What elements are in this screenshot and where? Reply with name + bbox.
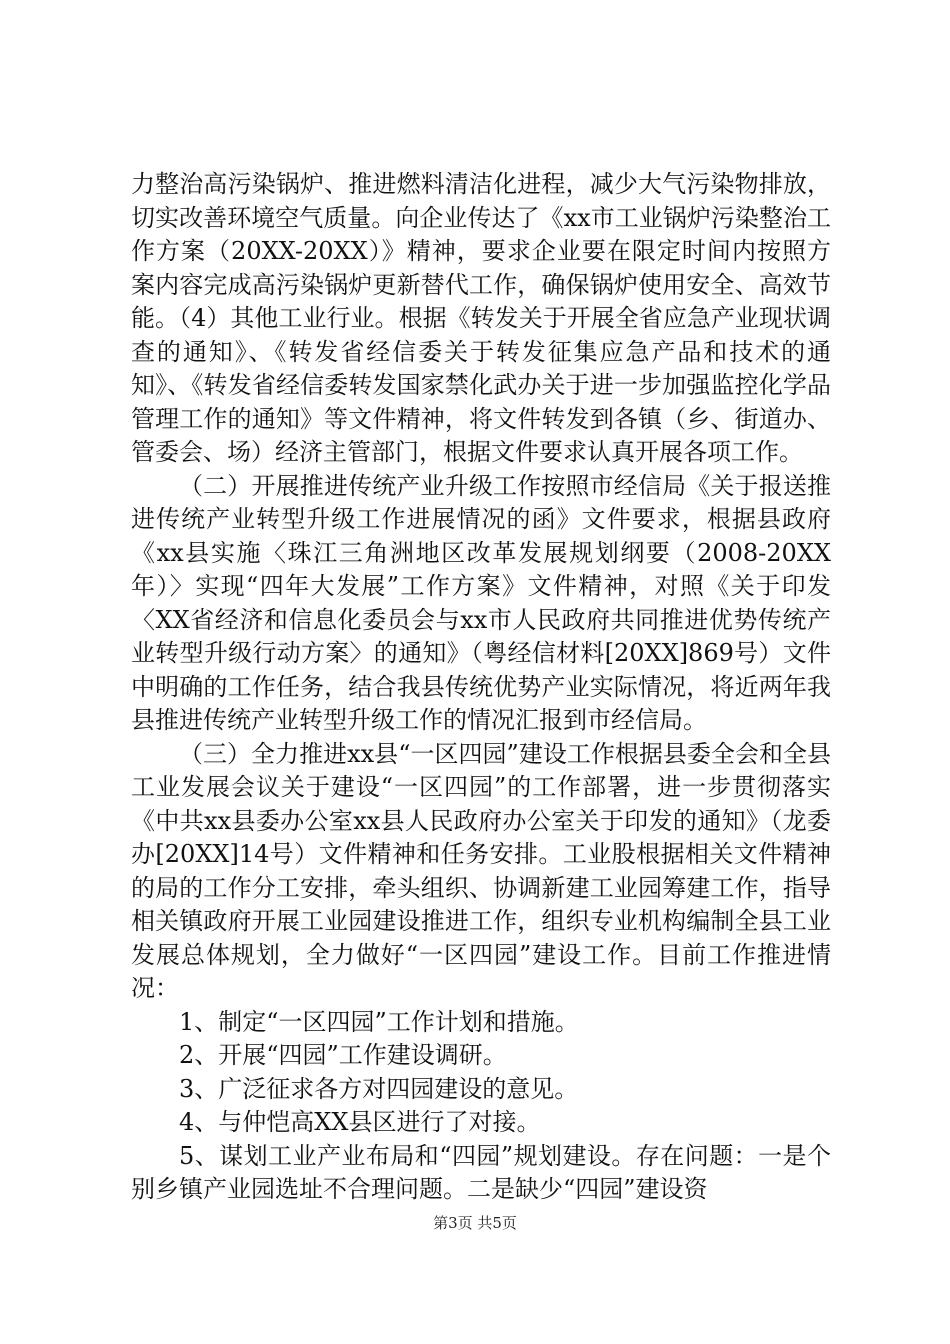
list-item-2: 2、开展“四园”工作建设调研。: [179, 1041, 507, 1069]
list-item-4: 4、与仲恺高XX县区进行了对接。: [179, 1108, 541, 1136]
page-number-footer: 第3页 共5页: [433, 1214, 517, 1232]
list-item-5: 5、谋划工业产业布局和“四园”规划建设。存在问题：一是个别乡镇产业园选址不合理问题。二是缺少“四园”建设资: [131, 1141, 831, 1203]
list-item-1: 1、制定“一区四园”工作计划和措施。: [179, 1007, 579, 1036]
list-item-3: 3、广泛征求各方对四园建设的意见。: [179, 1074, 579, 1103]
paragraph-section-2: （二）开展推进传统产业升级工作按照市经信局《关于报送推进传统产业转型升级工作进展情况的函》文件要求，根据县政府《xx县实施〈珠江三角洲地区改革发展规划纲要（2008-20XX年）〉实现“四年大发展”工作方案》文件精神，对照《关于印发〈XX省经济和信息化委员会与xx市人民政府共同推进优势传统产业转型升级行动方案〉的通知》（粤经信材料[20XX]869号）文件中明确的工作任务，结合我县传统优势产业实际情况，将近两年我县推进传统产业转型升级工作的情况汇报到市经信局。: [131, 471, 831, 734]
document-body: [131, 168, 831, 1207]
paragraph-continuation: 力整治高污染锅炉、推进燃料清洁化进程，减少大气污染物排放，切实改善环境空气质量。向企业传达了《xx市工业锅炉污染整治工作方案（20XX-20XX）》精神，要求企业要在限定时间内按照方案内容完成高污染锅炉更新替代工作，确保锅炉使用安全、高效节能。（4）其他工业行业。根据《转发关于开展全省应急产业现状调查的通知》、《转发省经信委关于转发征集应急产品和技术的通知》、《转发省经信委转发国家禁化武办关于进一步加强监控化学品管理工作的通知》等文件精神，将文件转发到各镇（乡、街道办、管委会、场）经济主管部门，根据文件要求认真开展各项工作。: [131, 170, 831, 466]
paragraph-section-3: （三）全力推进xx县“一区四园”建设工作根据县委全会和全县工业发展会议关于建设“一区四园”的工作部署，进一步贯彻落实《中共xx县委办公室xx县人民政府办公室关于印发的通知》（龙委办[20XX]14号）文件精神和任务安排。工业股根据相关文件精神的局的工作分工安排，牵头组织、协调新建工业园筹建工作，指导相关镇政府开展工业园建设推进工作，组织专业机构编制全县工业发展总体规划，全力做好“一区四园”建设工作。目前工作推进情况：: [131, 739, 831, 1002]
